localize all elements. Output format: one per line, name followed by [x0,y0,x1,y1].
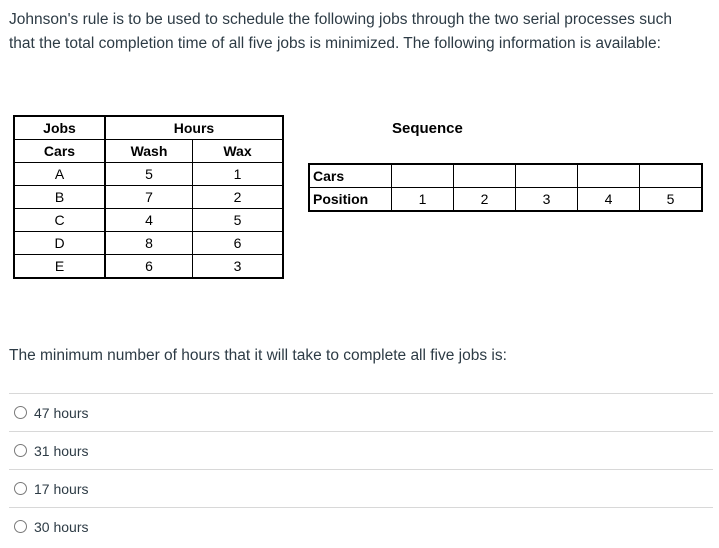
radio-button[interactable] [14,520,27,533]
sequence-position-label: Position [309,188,392,212]
jobs-table-header-row-1 [14,116,283,140]
answer-option[interactable] [9,469,713,507]
answer-option[interactable] [9,507,713,545]
radio-button[interactable] [14,406,27,419]
answer-label[interactable]: 31 hours [34,442,89,459]
wash-cell: 4 [105,209,193,232]
answer-option[interactable] [9,431,713,469]
answer-label[interactable]: 17 hours [34,480,89,497]
wax-cell: 3 [193,255,284,279]
answer-option[interactable] [9,393,713,431]
sequence-car-slot [640,164,703,188]
answer-label[interactable]: 47 hours [34,404,89,421]
answer-label[interactable]: 30 hours [34,518,89,535]
car-cell: A [14,163,105,186]
radio-button[interactable] [14,482,27,495]
car-cell: B [14,186,105,209]
wash-cell: 6 [105,255,193,279]
sequence-position-row [309,188,702,212]
sequence-position-cell: 2 [454,188,516,212]
intro-line-1: Johnson's rule is to be used to schedule the following jobs through the two serial processes such [9,11,672,28]
car-cell: C [14,209,105,232]
table-row [14,186,283,209]
wax-cell: 6 [193,232,284,255]
jobs-table-header-row-2 [14,140,283,163]
hours-header: Hours [105,116,283,140]
sequence-car-slot [516,164,578,188]
cars-header: Cars [14,140,105,163]
question-text: The minimum number of hours that it will take to complete all five jobs is: [9,347,507,364]
question-intro [9,8,709,56]
wash-header: Wash [105,140,193,163]
sequence-cars-row [309,164,702,188]
wash-cell: 5 [105,163,193,186]
table-row [14,163,283,186]
sequence-table [308,163,703,212]
sequence-car-slot [392,164,454,188]
sequence-position-cell: 3 [516,188,578,212]
table-row [14,209,283,232]
radio-button[interactable] [14,444,27,457]
sequence-position-cell: 1 [392,188,454,212]
wash-cell: 8 [105,232,193,255]
wash-cell: 7 [105,186,193,209]
car-cell: E [14,255,105,279]
sequence-car-slot [578,164,640,188]
table-row [14,232,283,255]
wax-cell: 5 [193,209,284,232]
intro-line-2: that the total completion time of all five jobs is minimized. The following information is available: [9,35,661,52]
wax-header: Wax [193,140,284,163]
jobs-table [13,115,284,279]
sequence-car-slot [454,164,516,188]
answer-list [9,393,713,545]
car-cell: D [14,232,105,255]
sequence-position-cell: 4 [578,188,640,212]
sequence-cars-label: Cars [309,164,392,188]
sequence-title: Sequence [392,120,463,137]
wax-cell: 1 [193,163,284,186]
jobs-header: Jobs [14,116,105,140]
sequence-position-cell: 5 [640,188,703,212]
table-row [14,255,283,279]
wax-cell: 2 [193,186,284,209]
